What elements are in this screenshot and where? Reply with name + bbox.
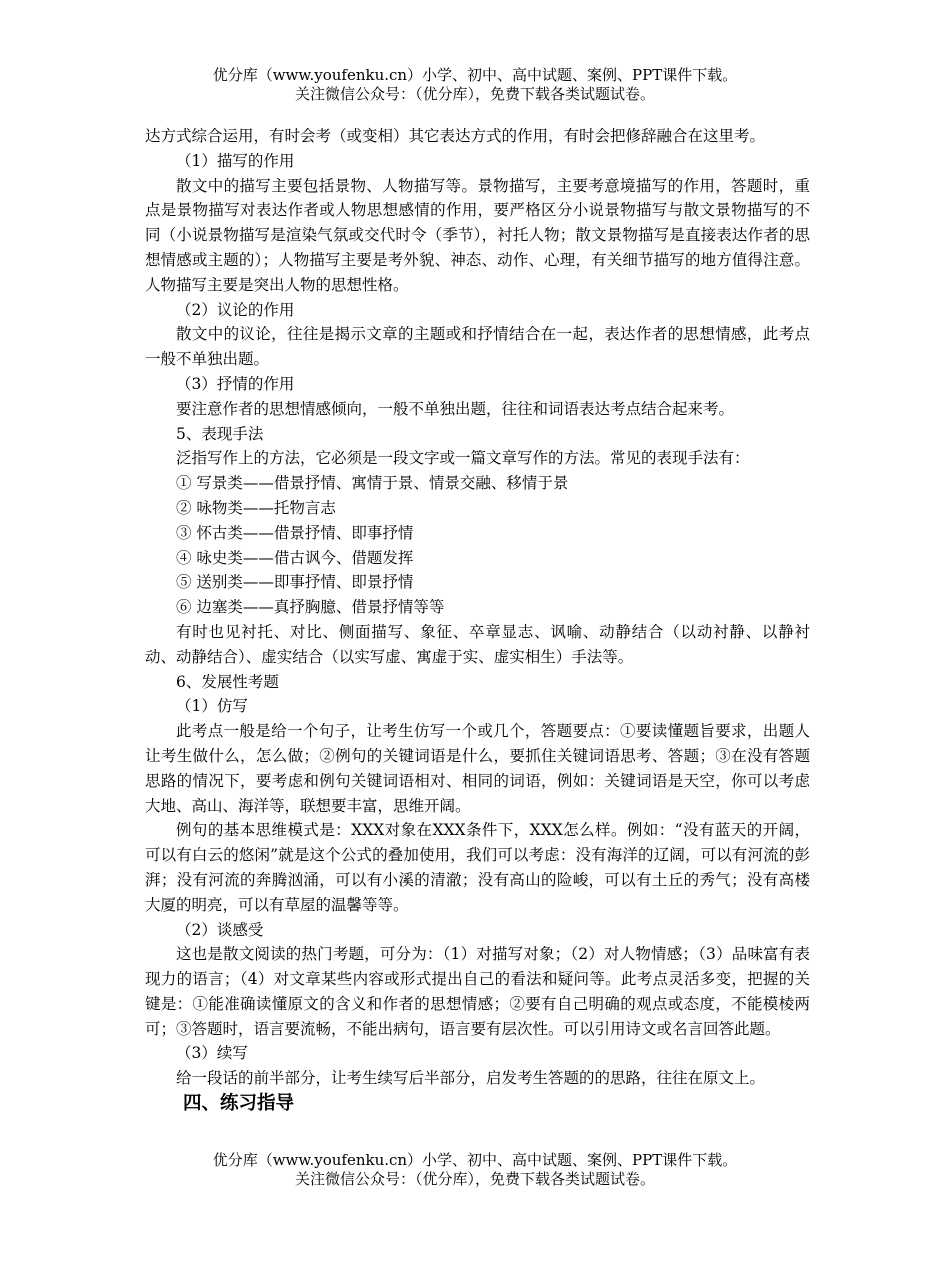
subheading-feelings: （2）谈感受 <box>176 920 264 939</box>
method-item: ⑤ 送别类——即事抒情、即景抒情 <box>176 573 414 592</box>
footer-line-2: 关注微信公众号：（优分库），免费下载各类试题试卷。 <box>294 1170 655 1188</box>
paragraph-feelings: 这也是散文阅读的热门考题，可分为：（1）对描写对象；（2）对人物情感；（3）品味富有表现力的语言；（4）对文章某些内容或形式提出自己的看法和疑问等。此考点灵活多变，把握的关键是：①能准确读懂原文的含义和作者的思想情感；②要有自己明确的观点或态度，不能模棱两可；③答题时，语言要流畅，不能出病句，语言要有层次性。可以引用诗文或名言回答此题。 <box>145 945 810 1038</box>
subheading-argument: （2）议论的作用 <box>176 300 295 319</box>
section-5-title: 5、表现手法 <box>176 424 264 443</box>
subheading-lyric: （3）抒情的作用 <box>176 374 295 393</box>
method-item: ② 咏物类——托物言志 <box>176 498 336 517</box>
header-line-1: 优分库（www.youfenku.cn）小学、初中、高中试题、案例、PPT课件下载。 <box>212 66 738 84</box>
paragraph-argument: 散文中的议论，往往是揭示文章的主题或和抒情结合在一起，表达作者的思想情感，此考点一般不单独出题。 <box>145 325 810 369</box>
paragraph-lyric: 要注意作者的思想情感倾向，一般不单独出题，往往和词语表达考点结合起来考。 <box>176 399 735 418</box>
paragraph-methods-extra: 有时也见衬托、对比、侧面描写、象征、卒章显志、讽喻、动静结合（以动衬静、以静衬动、动静结合）、虚实结合（以实写虚、寓虚于实、虚实相生）手法等。 <box>145 622 810 666</box>
paragraph-continuation: 给一段话的前半部分，让考生续写后半部分，启发考生答题的的思路，往往在原文上。 <box>176 1069 766 1088</box>
subheading-description: （1）描写的作用 <box>176 151 295 170</box>
part-4-heading: 四、练习指导 <box>183 1093 295 1115</box>
page-footer <box>0 1151 950 1189</box>
paragraph-imitation-1: 此考点一般是给一个句子，让考生仿写一个或几个，答题要点：①要读懂题旨要求，出题人让考生做什么，怎么做；②例句的关键词语是什么，要抓住关键词语思考、答题；③在没有答题思路的情况下，要考虑和例句关键词语相对、相同的词语，例如：关键词语是天空，你可以考虑大地、高山、海洋等，联想要丰富，思维开阔。 <box>145 722 810 815</box>
paragraph-imitation-2: 例句的基本思维模式是：XXX对象在XXX条件下，XXX怎么样。例如：“没有蓝天的开阔，可以有白云的悠闲”就是这个公式的叠加使用，我们可以考虑：没有海洋的辽阔，可以有河流的彭湃；没有河流的奔腾汹涌，可以有小溪的清澈；没有高山的险峻，可以有土丘的秀气；没有高楼大厦的明亮，可以有草屋的温馨等等。 <box>145 821 810 914</box>
header-line-2: 关注微信公众号：（优分库），免费下载各类试题试卷。 <box>294 85 655 103</box>
paragraph-description: 散文中的描写主要包括景物、人物描写等。景物描写，主要考意境描写的作用，答题时，重点是景物描写对表达作者或人物思想感情的作用，要严格区分小说景物描写与散文景物描写的不同（小说景物描写是渲染气氛或交代时令（季节），衬托人物；散文景物描写是直接表达作者的思想情感或主题的）；人物描写主要是考外貌、神态、动作、心理，有关细节描写的地方值得注意。人物描写主要是突出人物的思想性格。 <box>145 176 810 294</box>
method-item: ③ 怀古类——借景抒情、即事抒情 <box>176 523 414 542</box>
document-body <box>145 124 810 1117</box>
method-item: ① 写景类——借景抒情、寓情于景、情景交融、移情于景 <box>176 474 569 493</box>
method-item: ⑥ 边塞类——真抒胸臆、借景抒情等等 <box>176 598 445 617</box>
paragraph-methods-intro: 泛指写作上的方法，它必须是一段文字或一篇文章写作的方法。常见的表现手法有： <box>176 449 750 468</box>
section-6-title: 6、发展性考题 <box>176 672 279 691</box>
page-header <box>0 66 950 104</box>
intro-paragraph: 达方式综合运用，有时会考（或变相）其它表达方式的作用，有时会把修辞融合在这里考。 <box>145 127 766 145</box>
subheading-continuation: （3）续写 <box>176 1044 248 1063</box>
subheading-imitation: （1）仿写 <box>176 697 248 716</box>
footer-line-1: 优分库（www.youfenku.cn）小学、初中、高中试题、案例、PPT课件下载。 <box>212 1151 738 1169</box>
method-item: ④ 咏史类——借古讽今、借题发挥 <box>176 548 414 567</box>
